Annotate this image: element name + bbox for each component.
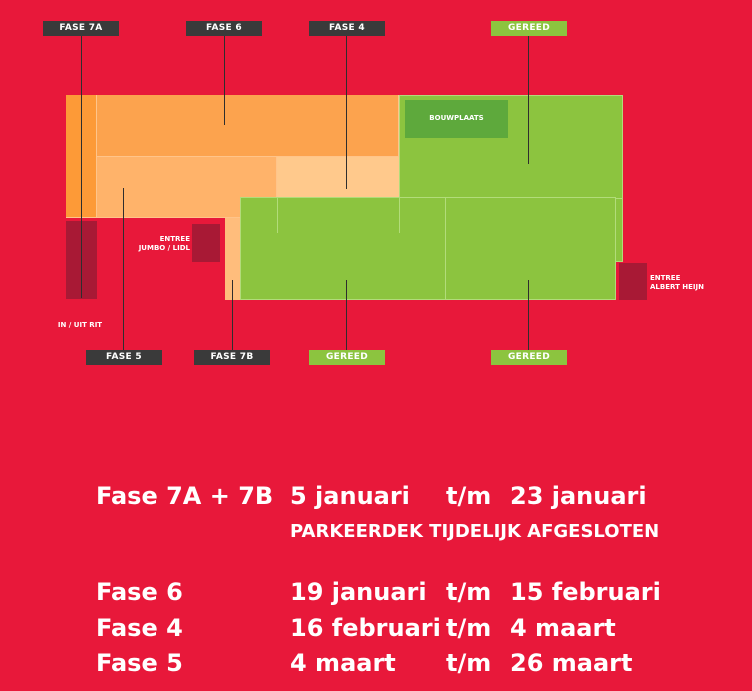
tag-fase-5: FASE 5	[86, 350, 162, 365]
zone-fase-6	[97, 95, 399, 157]
entree-jumbo-lidl-area	[192, 224, 220, 262]
leader-fase-6	[224, 36, 225, 125]
bouwplaats-label: BOUWPLAATS	[429, 114, 484, 122]
parkeerdek-notice: PARKEERDEK TIJDELIJK AFGESLOTEN	[290, 521, 660, 542]
schedule-phase: Fase 5	[96, 649, 183, 677]
tag-gereed-top: GEREED	[491, 21, 567, 36]
leader-gereed-bottom-right	[528, 280, 529, 350]
leader-gereed-bottom-left	[346, 280, 347, 350]
leader-fase-4	[346, 36, 347, 189]
schedule-end: 15 februari	[510, 578, 661, 606]
entree-jumbo-lidl-label: ENTREE JUMBO / LIDL	[138, 235, 190, 252]
schedule-sep: t/m	[446, 649, 492, 677]
schedule-start: 16 februari	[290, 614, 441, 642]
tag-gereed-bottom-right: GEREED	[491, 350, 567, 365]
schedule-start: 5 januari	[290, 482, 410, 510]
schedule-phase: Fase 4	[96, 614, 183, 642]
zone-gereed-bottom-right	[445, 197, 616, 300]
leader-fase-7b	[232, 280, 233, 350]
schedule-sep: t/m	[446, 482, 492, 510]
schedule-end: 4 maart	[510, 614, 616, 642]
tag-fase-6: FASE 6	[186, 21, 262, 36]
zone-gereed-step	[277, 197, 400, 233]
entree-albert-heijn-area	[619, 263, 647, 300]
schedule-start: 4 maart	[290, 649, 396, 677]
schedule-phase: Fase 6	[96, 578, 183, 606]
schedule-sep: t/m	[446, 578, 492, 606]
schedule-end: 26 maart	[510, 649, 633, 677]
in-uit-rit-label: IN / UIT RIT	[57, 321, 103, 329]
tag-gereed-bottom-left: GEREED	[309, 350, 385, 365]
leader-fase-5	[123, 188, 124, 350]
schedule-sep: t/m	[446, 614, 492, 642]
leader-gereed-top	[528, 36, 529, 164]
tag-fase-7b: FASE 7B	[194, 350, 270, 365]
tag-fase-7a: FASE 7A	[43, 21, 119, 36]
schedule-end: 23 januari	[510, 482, 647, 510]
schedule-start: 19 januari	[290, 578, 427, 606]
tag-fase-4: FASE 4	[309, 21, 385, 36]
entree-albert-heijn-label: ENTREE ALBERT HEIJN	[650, 274, 704, 291]
leader-fase-7a	[81, 36, 82, 298]
schedule-phase: Fase 7A + 7B	[96, 482, 274, 510]
